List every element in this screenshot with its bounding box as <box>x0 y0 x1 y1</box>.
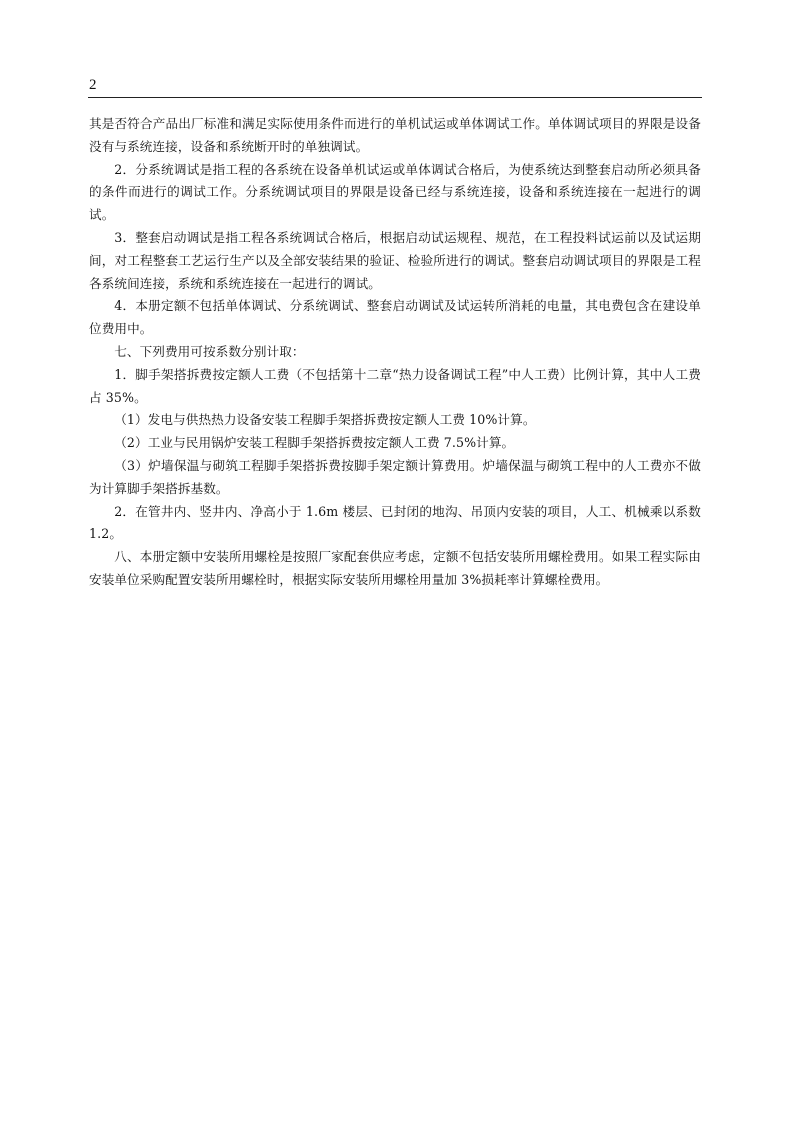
document-body <box>89 113 701 592</box>
paragraph-coefficient: 2．在管井内、竖井内、净高小于 1.6m 楼层、已封闭的地沟、吊顶内安装的项目，人工、机械乘以系数 1.2。 <box>89 503 701 542</box>
paragraph-item-2: 2．分系统调试是指工程的各系统在设备单机试运或单体调试合格后，为使系统达到整套启动所必须具备的条件而进行的调试工作。分系统调试项目的界限是设备已经与系统连接，设备和系统连接在一起进行的调试。 <box>89 161 701 223</box>
paragraph-item-3: 3．整套启动调试是指工程各系统调试合格后，根据启动试运规程、规范，在工程投料试运前以及试运期间，对工程整套工艺运行生产以及全部安装结果的验证、检验所进行的调试。整套启动调试项目的界限是工程各系统间连接，系统和系统连接在一起进行的调试。 <box>89 229 701 291</box>
paragraph-sub-2: （2）工业与民用锅炉安装工程脚手架搭拆费按定额人工费 7.5%计算。 <box>114 435 515 451</box>
paragraph-item-4: 4．本册定额不包括单体调试、分系统调试、整套启动调试及试运转所消耗的电量，其电费包含在建设单位费用中。 <box>89 298 701 337</box>
section-heading-8: 八、本册定额中安装所用螺栓是按照厂家配套供应考虑，定额不包括安装所用螺栓费用。如果工程实际由安装单位采购配置安装所用螺栓时，根据实际安装所用螺栓用量加 3%损耗率计算螺栓费用。 <box>89 549 701 587</box>
paragraph-continuation: 其是否符合产品出厂标准和满足实际使用条件而进行的单机试运或单体调试工作。单体调试项目的界限是设备没有与系统连接，设备和系统断开时的单独调试。 <box>89 116 701 154</box>
paragraph-scaffold-fee: 1．脚手架搭拆费按定额人工费（不包括第十二章“热力设备调试工程”中人工费）比例计算，其中人工费占 35%。 <box>89 366 701 405</box>
header-rule <box>88 97 702 98</box>
paragraph-sub-1: （1）发电与供热热力设备安装工程脚手架搭拆费按定额人工费 10%计算。 <box>114 412 536 428</box>
page-number: 2 <box>89 77 97 93</box>
section-heading-7: 七、下列费用可按系数分别计取： <box>114 343 305 359</box>
paragraph-sub-3: （3）炉墙保温与砌筑工程脚手架搭拆费按脚手架定额计算费用。炉墙保温与砌筑工程中的人工费亦不做为计算脚手架搭拆基数。 <box>89 457 701 496</box>
